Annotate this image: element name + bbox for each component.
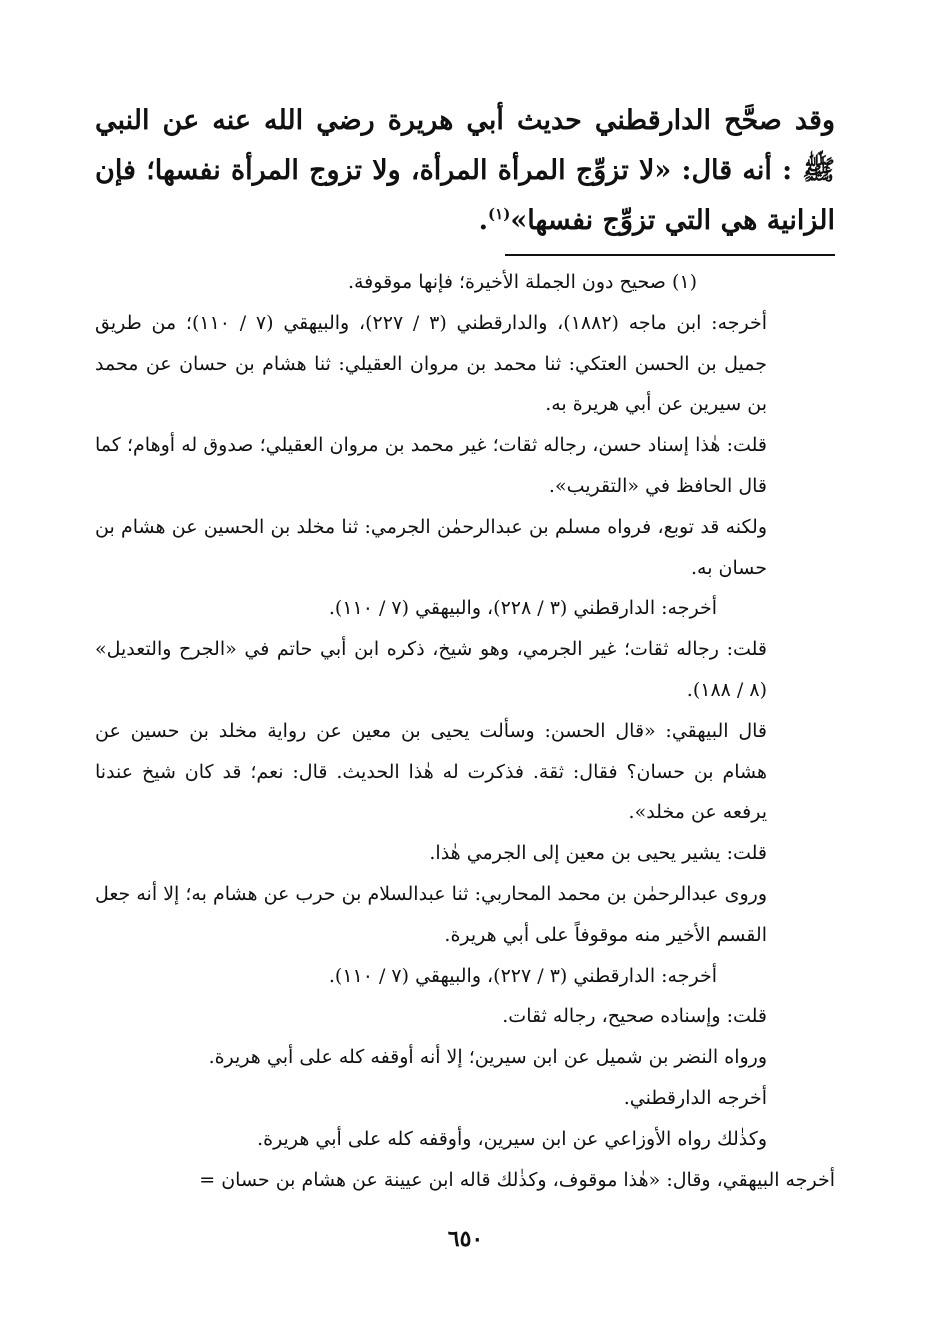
footnote-line: قلت: رجاله ثقات؛ غير الجرمي، وهو شيخ، ذكره ابن أبي حاتم في «الجرح والتعديل» (٨ / ١٨٨). bbox=[95, 638, 767, 701]
main-text bbox=[95, 96, 835, 246]
footnote-line: قلت: وإسناده صحيح، رجاله ثقات. bbox=[502, 1005, 767, 1028]
footnote-reference: (١) bbox=[488, 205, 511, 223]
main-paragraph-text: وقد صحَّح الدارقطني حديث أبي هريرة رضي الله عنه عن النبي ﷺ : أنه قال: «لا تزوِّج المرأة المرأة، ولا تزوج المرأة نفسها؛ فإن الزانية هي التي تزوِّج نفسها» bbox=[95, 105, 835, 236]
footnote-line: قلت: هٰذا إسناد حسن، رجاله ثقات؛ غير محمد بن مروان العقيلي؛ صدوق له أوهام؛ كما قال الحافظ في «التقريب». bbox=[95, 434, 767, 497]
footnote-divider bbox=[505, 254, 835, 256]
footnote-line: وكذٰلك رواه الأوزاعي عن ابن سيرين، وأوقفه كله على أبي هريرة. bbox=[257, 1127, 767, 1150]
footnote-line: أخرجه الدارقطني. bbox=[623, 1086, 767, 1109]
footnote-line: أخرجه: ابن ماجه (١٨٨٢)، والدارقطني (٣ / ٢٢٧)، والبيهقي (٧ / ١١٠)؛ من طريق جميل بن الحسن العتكي: ثنا محمد بن مروان العقيلي: ثنا هشام بن حسان عن محمد بن سيرين عن أبي هريرة به. bbox=[95, 311, 768, 416]
footnote-line: أخرجه: الدارقطني (٣ / ٢٢٧)، والبيهقي (٧ / ١١٠). bbox=[328, 964, 717, 987]
footnote-line: أخرجه: الدارقطني (٣ / ٢٢٨)، والبيهقي (٧ / ١١٠). bbox=[328, 597, 717, 620]
footnote-line: ورواه النضر بن شميل عن ابن سيرين؛ إلا أنه أوقفه كله على أبي هريرة. bbox=[208, 1046, 767, 1069]
footnote-line: قال البيهقي: «قال الحسن: وسألت يحيى بن معين عن رواية مخلد بن حسين عن هشام بن حسان؟ فقال: ثقة. فذكرت له هٰذا الحديث. قال: نعم؛ قد كان شيخ عندنا يرفعه عن مخلد». bbox=[95, 719, 767, 824]
footnote-line: أخرجه البيهقي، وقال: «هٰذا موقوف، وكذٰلك قاله ابن عيينة عن هشام بن حسان = bbox=[199, 1168, 835, 1191]
footnotes bbox=[95, 262, 835, 1200]
main-paragraph-end: . bbox=[478, 205, 489, 236]
main-paragraph bbox=[95, 96, 835, 246]
footnote-line: (١) صحيح دون الجملة الأخيرة؛ فإنها موقوفة. bbox=[347, 271, 697, 293]
footnote-line: ولكنه قد توبع، فرواه مسلم بن عبدالرحمٰن الجرمي: ثنا مخلد بن الحسين عن هشام بن حسان به. bbox=[95, 515, 767, 579]
footnote-line: وروى عبدالرحمٰن بن محمد المحاربي: ثنا عبدالسلام بن حرب عن هشام به؛ إلا أنه جعل القسم الأخير منه موقوفاً على أبي هريرة. bbox=[95, 882, 767, 946]
footnote-line: قلت: يشير يحيى بن معين إلى الجرمي هٰذا. bbox=[429, 842, 767, 865]
page-number: ٦٥٠ bbox=[447, 1226, 484, 1252]
